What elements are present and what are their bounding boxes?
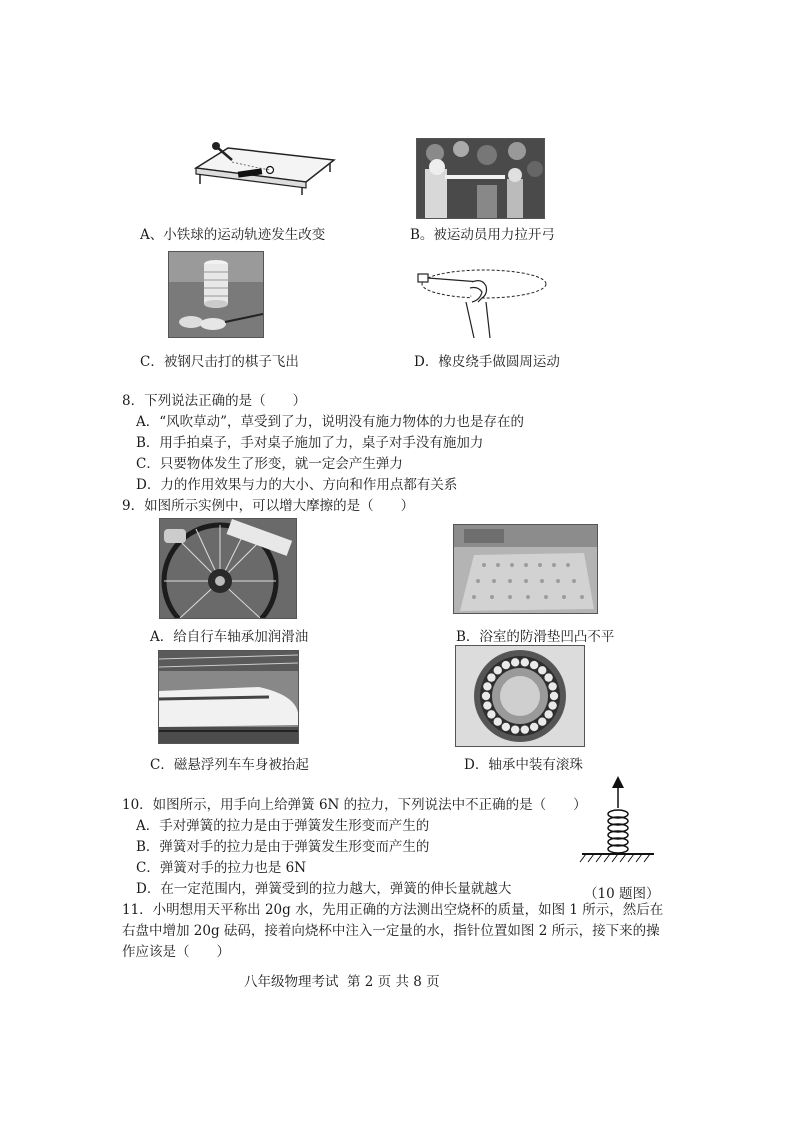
bearing-ball: [521, 725, 529, 733]
question-8-option-d: D．力的作用效果与力的大小、方向和作用点都有关系: [136, 477, 458, 493]
figure-7c-checkers-photo: [168, 251, 264, 338]
bearing-ball: [530, 723, 538, 731]
footer-exam-title: 八年级物理考试: [244, 974, 339, 990]
question-10-option-b: B．弹簧对手的拉力是由于弹簧发生形变而产生的: [136, 839, 430, 855]
bearing-ball: [544, 673, 552, 681]
bearing-ball: [550, 692, 558, 700]
bearing-ball: [502, 661, 510, 669]
figure-7b-archer-photo: [416, 138, 545, 219]
bearing-ball: [482, 692, 490, 700]
bearing-ball: [548, 682, 556, 690]
bearing-ball: [538, 717, 546, 725]
figure-7a-magnet-ball: [188, 138, 336, 196]
question-10-option-c: C．弹簧对手的拉力也是 6N: [136, 860, 307, 876]
question-11-line-3: 作应该是（ ）: [122, 944, 230, 960]
figure-10-spring-diagram: [576, 774, 660, 864]
bearing-ball: [494, 717, 502, 725]
bearing-ball: [511, 658, 519, 666]
option-7c-caption: C．被钢尺击打的棋子飞出: [140, 354, 299, 370]
question-10-option-d: D．在一定范围内，弹簧受到的拉力越大，弹簧的伸长量就越大: [136, 881, 512, 897]
option-9c-caption: C．磁悬浮列车车身被抬起: [150, 757, 309, 773]
question-8-stem: 8．下列说法正确的是（ ）: [122, 393, 307, 409]
bearing-ball: [538, 666, 546, 674]
option-9b-caption: B．浴室的防滑垫凹凸不平: [456, 629, 615, 645]
option-9a-caption: A．给自行车轴承加润滑油: [150, 629, 309, 645]
bearing-ball: [502, 723, 510, 731]
option-7a-caption: A、小铁球的运动轨迹发生改变: [140, 227, 326, 243]
figure-9b-antislip-mat-photo: [453, 524, 598, 614]
bearing-ball: [483, 682, 491, 690]
bearing-ball: [494, 666, 502, 674]
figure-9a-bicycle-photo: [159, 518, 297, 619]
bearing-ball: [548, 701, 556, 709]
figure-7d-eraser-circle: [412, 262, 548, 338]
footer-page-number: 第 2 页 共 8 页: [347, 974, 440, 990]
bearing-ball: [521, 658, 529, 666]
option-7d-caption: D．橡皮绕手做圆周运动: [414, 354, 560, 370]
bearing-ball: [487, 673, 495, 681]
question-8-option-c: C．只要物体发生了形变，就一定会产生弹力: [136, 456, 403, 472]
figure-9c-maglev-photo: [158, 650, 299, 744]
bearing-ball: [483, 701, 491, 709]
bearing-ball: [544, 710, 552, 718]
figure-9d-bearing-photo: [455, 645, 585, 747]
bearing-ball: [530, 661, 538, 669]
question-10-stem: 10．如图所示，用手向上给弹簧 6N 的拉力，下列说法中不正确的是（ ）: [122, 797, 587, 813]
option-7b-caption: B。被运动员用力拉开弓: [410, 227, 555, 243]
question-11-line-1: 11．小明想用天平称出 20g 水，先用正确的方法测出空烧杯的质量，如图 1 所示，然后在: [122, 902, 664, 918]
option-9d-caption: D．轴承中装有滚珠: [464, 757, 583, 773]
question-9-stem: 9．如图所示实例中，可以增大摩擦的是（ ）: [122, 498, 415, 514]
bearing-ball: [511, 725, 519, 733]
question-8-option-a: A．“风吹草动”，草受到了力，说明没有施力物体的力也是存在的: [136, 414, 525, 430]
question-8-option-b: B．用手拍桌子，手对桌子施加了力，桌子对手没有施加力: [136, 435, 484, 451]
question-11-line-2: 右盘中增加 20g 砝码，接着向烧杯中注入一定量的水，指针位置如图 2 所示，接下来的操: [122, 923, 660, 939]
question-10-option-a: A．手对弹簧的拉力是由于弹簧发生形变而产生的: [136, 818, 430, 834]
figure-10-caption: （10 题图）: [584, 886, 660, 902]
bearing-ball: [487, 710, 495, 718]
